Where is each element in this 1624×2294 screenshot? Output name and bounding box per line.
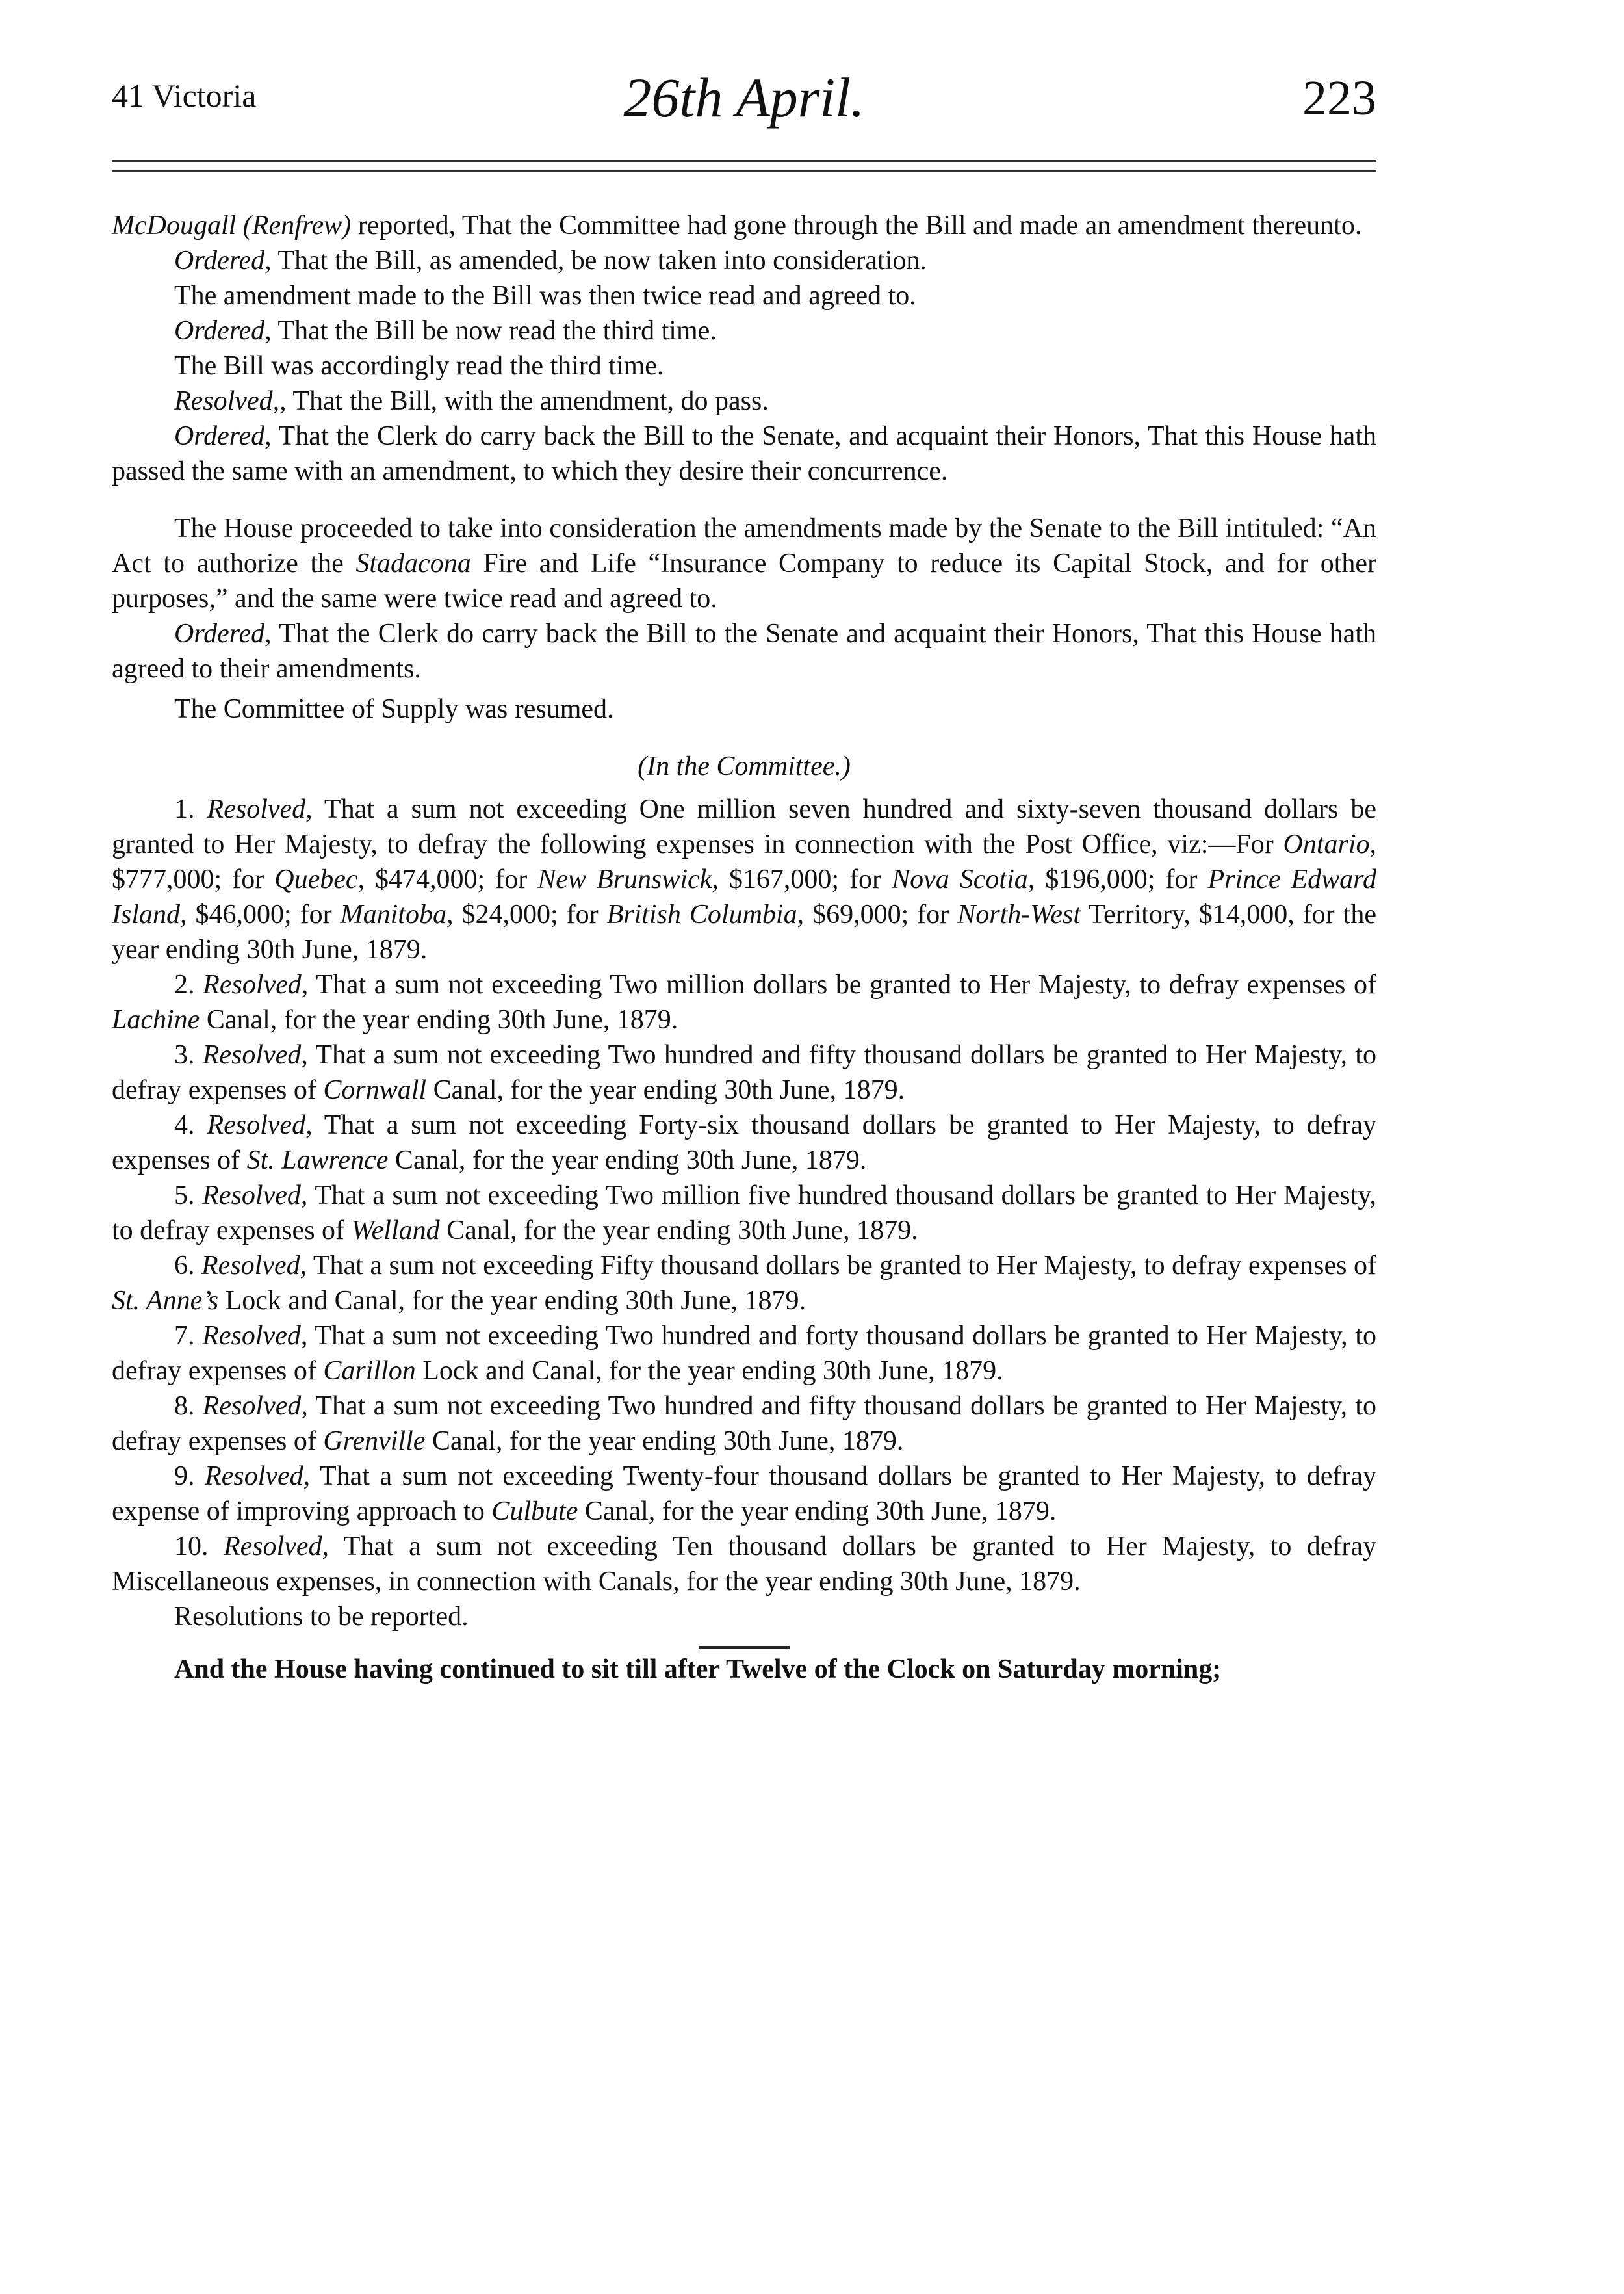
resolution-3: 3. Resolved, That a sum not exceeding Two hundred and fifty thousand dollars be granted to Her Majesty, to defray expenses of Cornwall Canal, for the year ending 30th June, 1879.	[112, 1040, 1377, 1105]
supply-resumed: The Committee of Supply was resumed.	[174, 694, 614, 724]
resolution-7: 7. Resolved, That a sum not exceeding Two hundred and forty thousand dollars be granted to Her Majesty, to defray expenses of Carillon Lock and Canal, for the year ending 30th June, 1879.	[112, 1321, 1376, 1386]
resolution-2: 2. Resolved, That a sum not exceeding Two million dollars be granted to Her Majesty, to defray expenses of Lachine Canal, for the year ending 30th June, 1879.	[112, 970, 1376, 1035]
resolution-8: 8. Resolved, That a sum not exceeding Two hundred and fifty thousand dollars be granted to Her Majesty, to defray expenses of Grenville Canal, for the year ending 30th June, 1879.	[112, 1391, 1377, 1456]
amendment-read: The amendment made to the Bill was then twice read and agreed to.	[174, 281, 916, 311]
page-body	[112, 208, 1376, 1687]
order-return-senate: Ordered, That the Clerk do carry back the Bill to the Senate, and acquaint their Honors, That this House hath passed the same with an amendment, to which they desire their concurrence.	[112, 421, 1376, 486]
session-label: 41 Victoria	[112, 77, 257, 114]
header-rule	[112, 160, 1376, 162]
order-consideration: Ordered, That the Bill, as amended, be now taken into consideration.	[174, 246, 927, 276]
resolution-5: 5. Resolved, That a sum not exceeding Two million five hundred thousand dollars be granted to Her Majesty, to defray expenses of Welland Canal, for the year ending 30th June, 1879.	[112, 1180, 1377, 1245]
committee-report: McDougall (Renfrew) reported, That the Committee had gone through the Bill and made an amendment thereunto.	[112, 211, 1362, 241]
resolution-4: 4. Resolved, That a sum not exceeding Forty-six thousand dollars be granted to Her Majesty, to defray expenses of St. Lawrence Canal, for the year ending 30th June, 1879.	[112, 1110, 1376, 1175]
senate-amendments: The House proceeded to take into consideration the amendments made by the Senate to the Bill intituled: “An Act to authorize the Stadacona Fire and Life “Insurance Company to reduce its Capital Stock, and for other purposes,” and the same were twice read and agreed to.	[112, 514, 1376, 614]
header-rule-thin	[112, 170, 1376, 172]
committee-heading: (In the Committee.)	[638, 751, 851, 781]
member-name: McDougall (Renfrew)	[112, 211, 352, 241]
resolutions-reported: Resolutions to be reported.	[174, 1602, 469, 1632]
resolution-10: 10. Resolved, That a sum not exceeding Ten thousand dollars be granted to Her Majesty, to defray Miscellaneous expenses, in connection with Canals, for the year ending 30th June, 1879.	[112, 1532, 1377, 1597]
journal-page	[112, 0, 1376, 2294]
resolution-9: 9. Resolved, That a sum not exceeding Twenty-four thousand dollars be granted to Her Majesty, to defray expense of improving approach to Culbute Canal, for the year ending 30th June, 1879.	[112, 1461, 1377, 1526]
section-divider	[699, 1646, 790, 1649]
closing-line: And the House having continued to sit till after Twelve of the Clock on Saturday morning;	[174, 1654, 1222, 1684]
page-date: 26th April.	[623, 66, 865, 129]
resolution-6: 6. Resolved, That a sum not exceeding Fifty thousand dollars be granted to Her Majesty, to defray expenses of St. Anne’s Lock and Canal, for the year ending 30th June, 1879.	[112, 1251, 1377, 1316]
third-reading: The Bill was accordingly read the third time.	[174, 351, 664, 381]
page-number: 223	[1302, 71, 1376, 125]
resolved-pass: Resolved,, That the Bill, with the amendment, do pass.	[174, 386, 769, 416]
order-acquaint: Ordered, That the Clerk do carry back the Bill to the Senate and acquaint their Honors, That this House hath agreed to their amendments.	[112, 619, 1376, 684]
resolution-1: 1. Resolved, That a sum not exceeding One million seven hundred and sixty-seven thousand dollars be granted to Her Majesty, to defray the following expenses in connection with the Post Office, viz:—For Ontario, $777,000; for Quebec, $474,000; for New Brunswick, $167,000; for Nova Scotia, $196,000; for Prince Edward Island, $46,000; for Manitoba, $24,000; for British Columbia, $69,000; for North-West Territory, $14,000, for the year ending 30th June, 1879.	[112, 794, 1377, 965]
page-header	[112, 65, 1376, 143]
order-third-reading: Ordered, That the Bill be now read the third time.	[174, 316, 717, 346]
